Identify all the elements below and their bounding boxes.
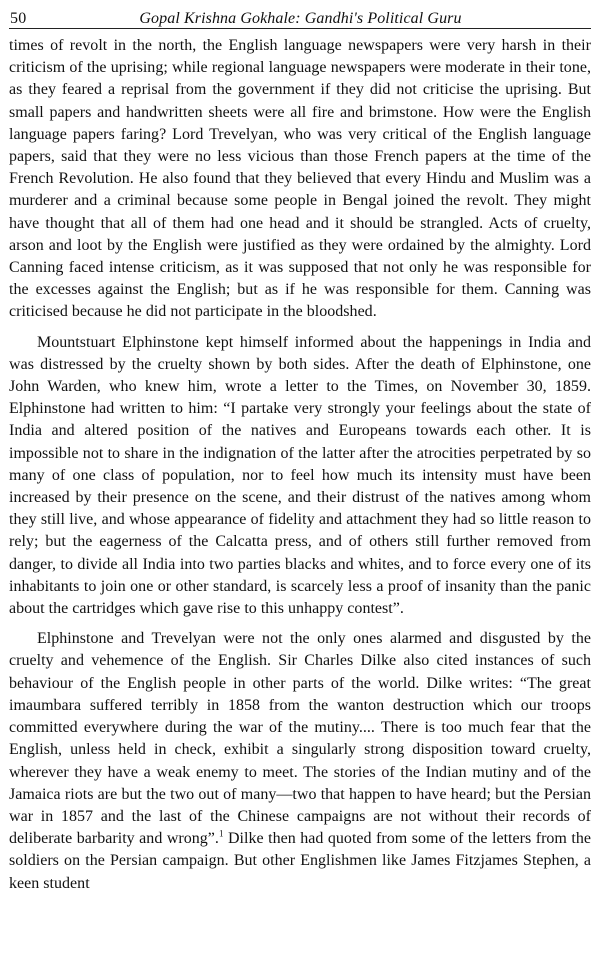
page-number: 50 [10, 10, 27, 27]
running-title: Gopal Krishna Gokhale: Gandhi's Political Guru [139, 10, 462, 27]
page-header [9, 6, 591, 29]
paragraph-dilke-text: Elphinstone and Trevelyan were not the only ones alarmed and disgusted by the cruelty and vehemence of the English. Sir Charles Dilke also cited instances of such behaviour of the English people in other parts of the world. Dilke writes: “The great imaumbara suffered terribly in 1858 from the wanton destruction which our troops committed everywhere during the war of the mutiny.... There is too much fear that the English, unless held in check, exhibit a singularly strong disposition toward cruelty, wherever they have a weak enemy to meet. The stories of the Indian mutiny and of the Jamaica riots are but the two out of many—two that happen to have heard; but the Persian war in 1857 and the last of the Chinese campaigns are not without their records of deliberate barbarity and wrong”. [9, 630, 591, 848]
paragraph-elphinstone: Mountstuart Elphinstone kept himself informed about the happenings in India and was distressed by the cruelty shown by both sides. After the death of Elphinstone, one John Warden, who knew him, wrote a letter to the Times, on November 30, 1859. Elphinstone had written to him: “I partake very strongly your feelings about the state of India and altered position of the natives and Europeans towards each other. It is impossible not to share in the indignation of the latter after the atrocities perpetrated by so many of one class of population, nor to feel how much its intensity must have been increased by their presence on the scene, and their distrust of the natives among whom they still live, and whose appearance of fidelity and attachment they had so little reason to rely; but the eagerness of the Calcatta press, and of others still further removed from danger, to divide all India into two parties blacks and whites, and to force every one of its inhabitants to join one or other standard, is scarcely less a proof of insanity than the panic about the cartridges which gave rise to this unhappy contest”. [9, 333, 591, 618]
footnote-marker: 1 [218, 828, 224, 839]
body-text [9, 35, 591, 895]
paragraph-dilke [9, 628, 591, 894]
paragraph-dilke-continuation: Dilke then had quoted from some of the letters from the soldiers on the Persian campaign. But other Englishmen like James Fitzjames Stephen, a keen student [9, 830, 591, 892]
paragraph-continued: times of revolt in the north, the English language newspapers were very harsh in their criticism of the uprising; while regional language newspapers were moderate in their tone, as they feared a reprisal from the government if they did not criticise the uprising. But small papers and handwritten sheets were all fire and brimstone. How were the English language papers faring? Lord Trevelyan, who was very critical of the English language papers, said that they were no less vicious than those French papers at the time of the French Revolution. He also found that they believed that every Hindu and Muslim was a murderer and a criminal because some people in Bengal joined the revolt. They might have thought that all of them had one head and it should be strangled. Acts of cruelty, arson and loot by the English were justified as they were ordained by the almighty. Lord Canning faced intense criticism, as it was supposed that not only he was responsible for the excesses against the English; but as if he was responsible for them. Canning was criticised because he did not participate in the bloodshed. [9, 37, 591, 321]
